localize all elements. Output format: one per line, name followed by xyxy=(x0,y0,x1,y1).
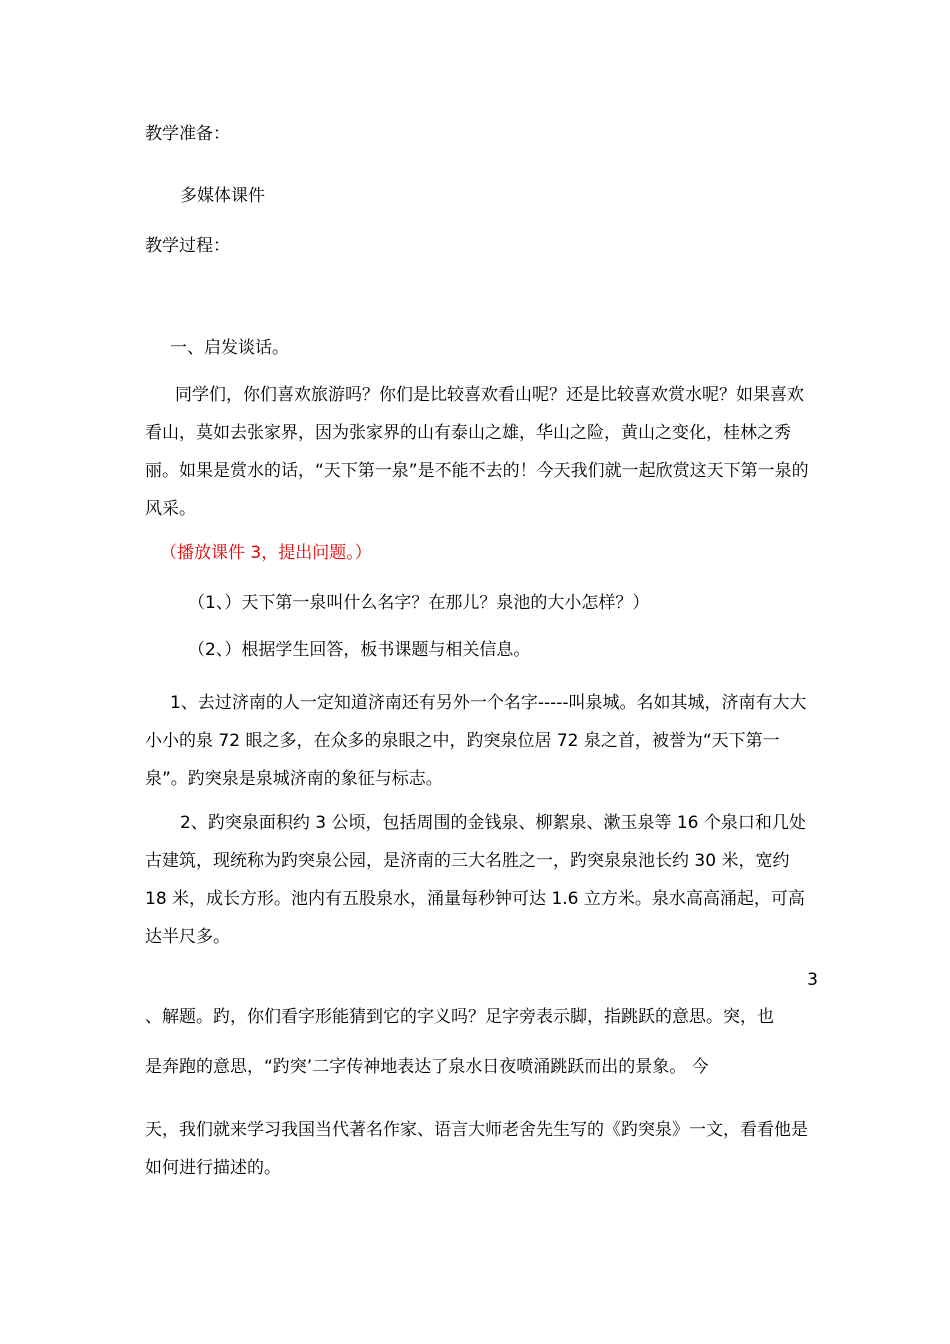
point-3-line-2: 是奔跑的意思，“趵突’二字传神地表达了泉水日夜喷涌跳跃而出的景象。 今 xyxy=(145,1057,709,1077)
intro-paragraph: 同学们，你们喜欢旅游吗？你们是比较喜欢看山呢？还是比较喜欢赏水呢？如果喜欢看山，莫如去张家界，因为张家界的山有泰山之雄，华山之险，黄山之变化，桂林之秀丽。如果是赏水的话，“天下第一泉”是不能不去的！今天我们就一起欣赏这天下第一泉的风采。 xyxy=(145,385,809,519)
question-1: （1、）天下第一泉叫什么名字？在那儿？泉池的大小怎样？） xyxy=(188,593,650,613)
page-number: 3 xyxy=(807,970,818,990)
process-heading: 教学过程： xyxy=(145,236,230,256)
point-3-paragraph-end: 天，我们就来学习我国当代著名作家、语言大师老舍先生写的《趵突泉》一文，看看他是如何进行描述的。 xyxy=(145,1120,808,1178)
section-heading: 一、启发谈话。 xyxy=(170,338,289,358)
prep-item: 多媒体课件 xyxy=(180,186,265,206)
question-2: （2、）根据学生回答，板书课题与相关信息。 xyxy=(188,640,531,660)
prep-heading: 教学准备： xyxy=(145,124,230,144)
point-2-paragraph: 2、趵突泉面积约 3 公顷，包括周围的金钱泉、柳絮泉、漱玉泉等 16 个泉口和几处古建筑，现统称为趵突泉公园，是济南的三大名胜之一，趵突泉泉池长约 30 米，宽约 18 米，成长方形。池内有五股泉水，涌量每秒钟可达 1.6 立方米。泉水高高涌起，可高达半尺多。 xyxy=(145,813,806,947)
point-1-paragraph: 1、去过济南的人一定知道济南还有另外一个名字-----叫泉城。名如其城，济南有大大小小的泉 72 眼之多，在众多的泉眼之中，趵突泉位居 72 泉之首，被誉为“天下第一泉”。趵突泉是泉城济南的象征与标志。 xyxy=(145,693,807,789)
courseware-note: （播放课件 3，提出问题。） xyxy=(160,543,372,563)
point-3-line-1: 、解题。趵，你们看字形能猜到它的字义吗？足字旁表示脚，指跳跃的意思。突，也 xyxy=(145,1007,774,1027)
